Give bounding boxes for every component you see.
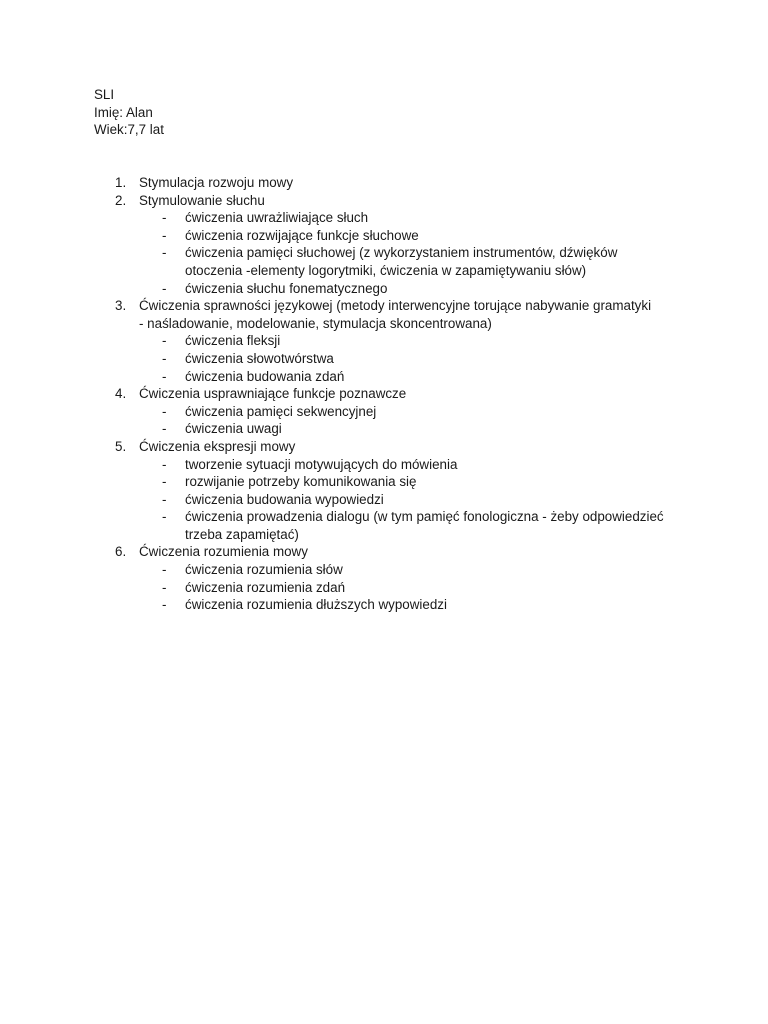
list-item	[139, 368, 665, 386]
list-item	[139, 227, 665, 245]
dash-bullet: -	[162, 562, 167, 578]
list-item-text: ćwiczenia uwagi	[185, 421, 282, 437]
list-item	[139, 244, 665, 279]
list-item-text: ćwiczenia budowania wypowiedzi	[185, 491, 384, 507]
dash-bullet: -	[162, 456, 167, 472]
section-title: Ćwiczenia ekspresji mowy	[139, 438, 296, 454]
list-item-text: ćwiczenia słuchu fonematycznego	[185, 280, 388, 296]
list-item	[139, 579, 665, 597]
list-item	[139, 350, 665, 368]
list-section	[0, 192, 659, 298]
sub-list	[139, 403, 659, 438]
list-item-text: tworzenie sytuacji motywujących do mówienia	[185, 456, 458, 472]
dash-bullet: -	[162, 210, 167, 226]
section-title: Stymulowanie słuchu	[139, 192, 265, 208]
header-age: Wiek:7,7 lat	[94, 122, 164, 138]
dash-bullet: -	[162, 509, 167, 525]
list-item-text: ćwiczenia uwrażliwiające słuch	[185, 210, 369, 226]
numbered-list	[0, 174, 768, 614]
dash-bullet: -	[162, 597, 167, 613]
list-item-text: ćwiczenia rozumienia słów	[185, 562, 343, 578]
list-item-text: ćwiczenia rozwijające funkcje słuchowe	[185, 227, 419, 243]
list-item	[139, 280, 665, 298]
section-title: Ćwiczenia rozumienia mowy	[139, 544, 308, 560]
sub-list	[139, 561, 659, 614]
section-title: Stymulacja rozwoju mowy	[139, 175, 294, 190]
sub-list	[139, 209, 659, 297]
section-title: Ćwiczenia usprawniające funkcje poznawcze	[139, 386, 407, 402]
list-item-text: ćwiczenia rozumienia zdań	[185, 579, 346, 595]
list-item-text: ćwiczenia słowotwórstwa	[185, 350, 334, 366]
section-number: 1.	[115, 175, 127, 190]
list-section	[0, 385, 659, 438]
list-item	[139, 209, 665, 227]
dash-bullet: -	[162, 280, 167, 296]
list-item-text: ćwiczenia prowadzenia dialogu (w tym pamięć fonologiczna - żeby odpowiedzieć trzeba zapamiętać)	[185, 509, 664, 542]
dash-bullet: -	[162, 474, 167, 490]
list-item	[139, 420, 665, 438]
header-title: SLI	[94, 87, 115, 102]
section-number: 3.	[115, 298, 127, 314]
list-item	[139, 561, 665, 579]
section-number: 5.	[115, 438, 127, 454]
section-title: Ćwiczenia sprawności językowej (metody interwencyjne torujące nabywanie gramatyki - naśladowanie, modelowanie, stymulacja skoncentrowana)	[139, 298, 652, 331]
list-item	[139, 332, 665, 350]
list-item	[139, 473, 665, 491]
list-item	[139, 596, 665, 614]
list-item	[139, 491, 665, 509]
section-number: 2.	[115, 192, 127, 208]
document-header	[94, 86, 164, 139]
dash-bullet: -	[162, 333, 167, 349]
sub-list	[139, 456, 664, 544]
list-section	[0, 297, 659, 385]
list-item-text: ćwiczenia fleksji	[185, 333, 281, 349]
list-item-text: ćwiczenia pamięci słuchowej (z wykorzystaniem instrumentów, dźwięków otoczenia -elementy logorytmiki, ćwiczenia w zapamiętywaniu słów)	[185, 245, 618, 278]
list-section	[0, 438, 664, 544]
section-number: 4.	[115, 386, 127, 402]
list-item	[139, 456, 665, 474]
dash-bullet: -	[162, 403, 167, 419]
list-item-text: rozwijanie potrzeby komunikowania się	[185, 474, 417, 490]
dash-bullet: -	[162, 579, 167, 595]
list-section	[0, 174, 659, 192]
list-section	[0, 543, 659, 613]
list-item	[139, 508, 665, 543]
list-item-text: ćwiczenia pamięci sekwencyjnej	[185, 403, 377, 419]
dash-bullet: -	[162, 227, 167, 243]
list-item-text: ćwiczenia budowania zdań	[185, 368, 345, 384]
dash-bullet: -	[162, 245, 167, 261]
list-item-text: ćwiczenia rozumienia dłuższych wypowiedzi	[185, 597, 447, 613]
list-item	[139, 403, 665, 421]
dash-bullet: -	[162, 350, 167, 366]
dash-bullet: -	[162, 421, 167, 437]
section-number: 6.	[115, 544, 127, 560]
dash-bullet: -	[162, 491, 167, 507]
dash-bullet: -	[162, 368, 167, 384]
sub-list	[139, 332, 659, 385]
header-name: Imię: Alan	[94, 104, 153, 120]
